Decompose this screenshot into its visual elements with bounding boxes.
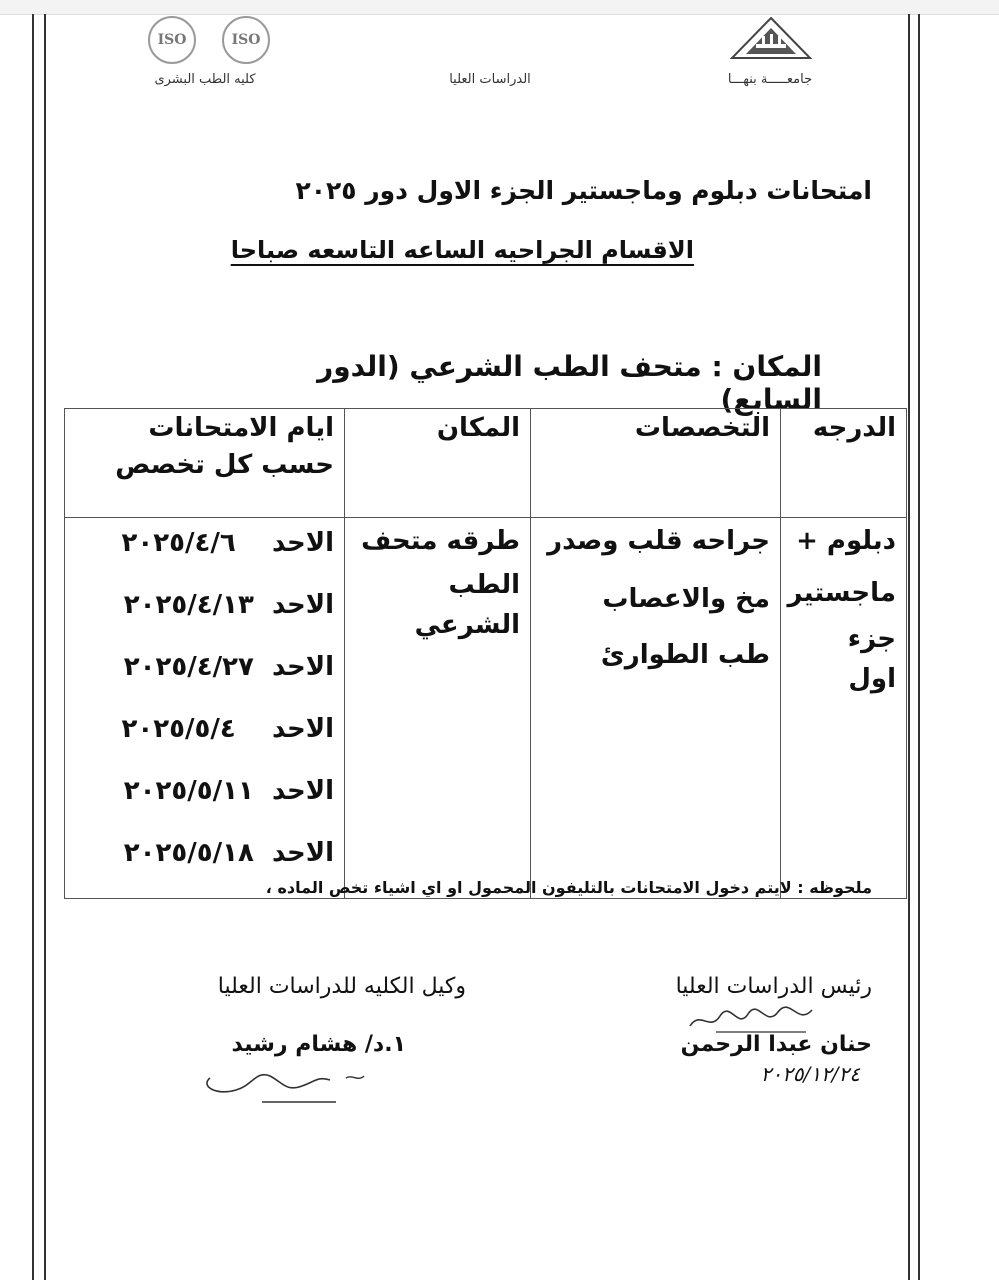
signature-left-name: ١.د/ هشام رشيد — [231, 1032, 406, 1057]
iso-badge: ISO — [222, 16, 270, 64]
exam-schedule-table — [64, 408, 907, 899]
signature-right-title: رئيس الدراسات العليا — [675, 974, 872, 999]
scan-top-strip — [0, 0, 999, 15]
header-exam-days: ايام الامتحانات حسب كل تخصص — [65, 409, 345, 518]
exam-date-item: الاحد ٢٠٢٥/٥/١٨ — [123, 838, 334, 868]
exam-subtitle: الاقسام الجراحيه الساعه التاسعه صباحا — [230, 236, 694, 264]
exam-date-item: الاحد ٢٠٢٥/٤/٢٧ — [123, 652, 334, 682]
handwritten-signature-left-icon — [196, 1056, 376, 1112]
iso-badge: ISO — [148, 16, 196, 64]
header-place: المكان — [345, 409, 531, 518]
header-specialties: التخصصات — [531, 409, 781, 518]
exam-date-item: الاحد ٢٠٢٥/٥/٤ — [121, 714, 334, 744]
exam-date-item: الاحد ٢٠٢٥/٤/٦ — [121, 528, 334, 558]
cell-degree: دبلوم + ماجستير جزء اول — [781, 518, 907, 899]
page-border-left — [32, 14, 46, 1280]
exam-date-item: الاحد ٢٠٢٥/٤/١٣ — [123, 590, 334, 620]
signature-right-name: حنان عبدا الرحمن — [680, 1032, 872, 1057]
page-border-right — [908, 14, 920, 1280]
signature-left-title: وكيل الكليه للدراسات العليا — [217, 974, 466, 999]
header-degree: الدرجه — [781, 409, 907, 518]
university-name: جامعـــــة بنهـــا — [727, 72, 813, 87]
department-name: الدراسات العليا — [449, 72, 531, 87]
cell-place: طرقه متحف الطب الشرعي — [345, 518, 531, 899]
table-row — [65, 518, 907, 899]
table-header-row — [65, 409, 907, 518]
faculty-name: كليه الطب البشرى — [154, 72, 256, 87]
cell-specialties: جراحه قلب وصدر مخ والاعصاب طب الطوارئ — [531, 518, 781, 899]
signature-right-date: ٢٠٢٥/١٢/٢٤ — [760, 1062, 860, 1086]
exam-date-item: الاحد ٢٠٢٥/٥/١١ — [123, 776, 334, 806]
iso-badges — [148, 16, 270, 64]
exam-note: ملحوظه : لايتم دخول الامتحانات بالتليفون المحمول او اي اشياء تخص الماده ، — [265, 878, 872, 897]
cell-exam-dates — [65, 518, 345, 899]
exam-title: امتحانات دبلوم وماجستير الجزء الاول دور ٢٠٢٥ — [295, 176, 872, 205]
university-logo-icon — [726, 14, 816, 62]
exam-location: المكان : متحف الطب الشرعي (الدور السابع) — [317, 350, 822, 416]
